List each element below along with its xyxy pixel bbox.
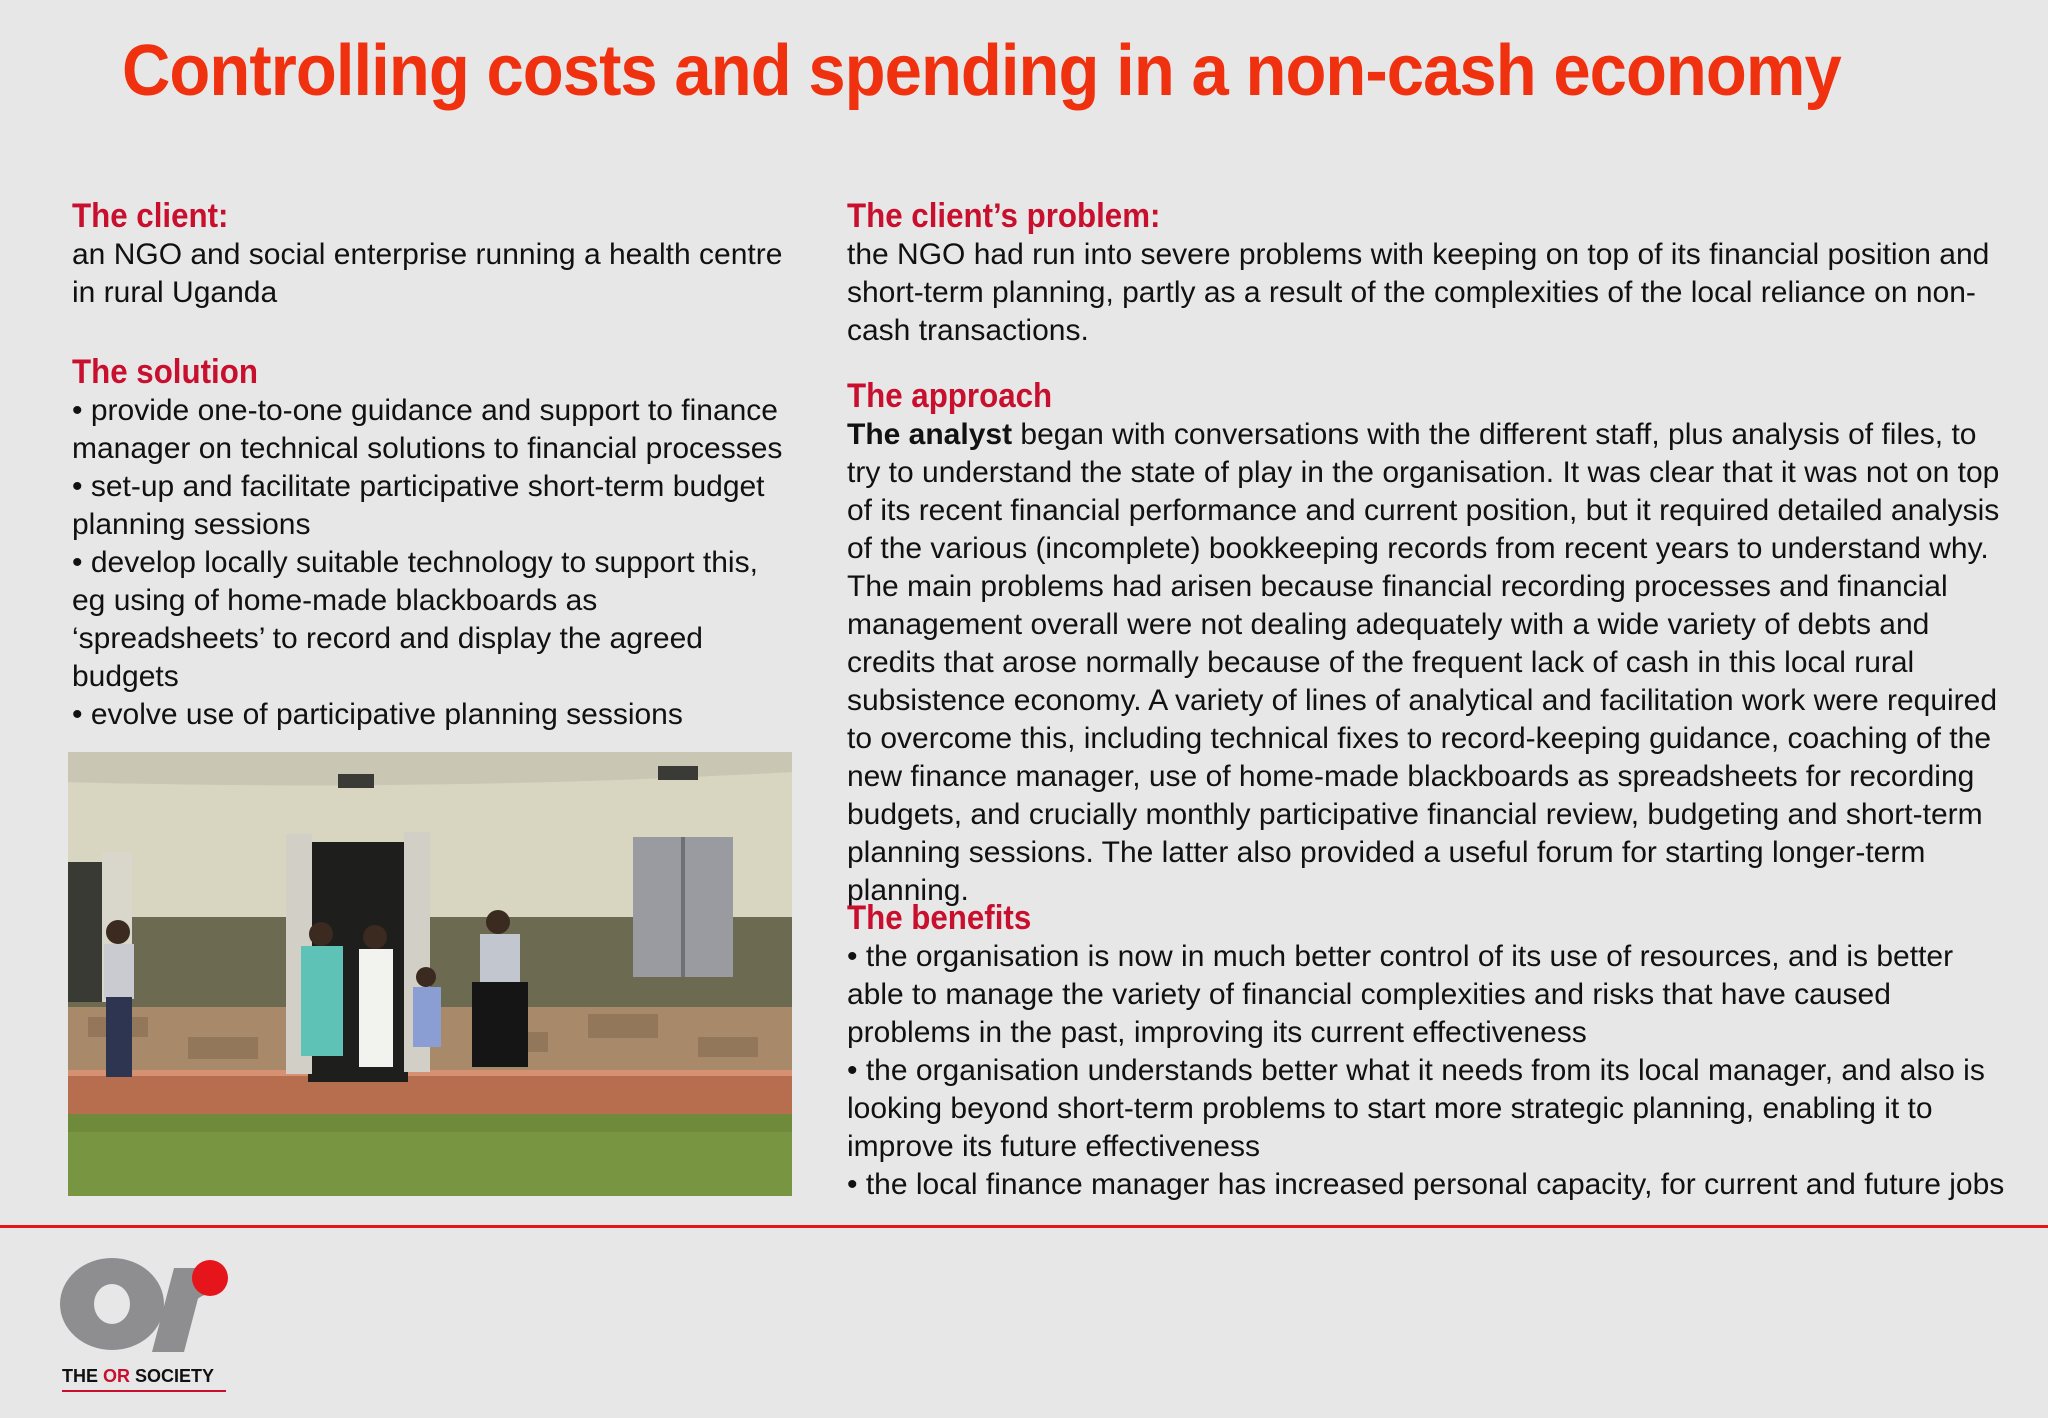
client-section [72,196,792,312]
solution-bullet: • evolve use of participative planning sessions [72,698,683,731]
health-centre-photo [68,752,792,1196]
problem-heading: The client’s problem: [847,197,1161,235]
client-text: an NGO and social enterprise running a health centre in rural Uganda [72,238,783,309]
page-title: Controlling costs and spending in a non-cash economy [122,31,1841,111]
client-heading: The client: [72,197,229,235]
logo-underline [62,1390,226,1392]
solution-bullet: • develop locally suitable technology to support this, eg using of home-made blackboards as ‘spreadsheets’ to record and display the agreed budgets [72,546,758,693]
logo-wordmark [62,1366,214,1387]
problem-section [847,196,2007,350]
approach-heading: The approach [847,377,1053,415]
approach-section [847,376,2007,910]
logo-suffix: SOCIETY [130,1366,215,1386]
approach-lead: The analyst [847,418,1013,451]
footer-divider [0,1225,2048,1228]
solution-heading: The solution [72,353,258,391]
solution-bullet: • provide one-to-one guidance and support to finance manager on technical solutions to financial processes [72,394,783,465]
solution-bullet: • set-up and facilitate participative short-term budget planning sessions [72,470,765,541]
problem-text: the NGO had run into severe problems with keeping on top of its financial position and short-term planning, partly as a result of the complexities of the local reliance on non-cash transactions. [847,238,1990,347]
benefits-bullet: • the organisation is now in much better control of its use of resources, and is better able to manage the variety of financial complexities and risks that have caused problems in the past, improving its current effectiveness [847,940,1954,1049]
benefits-bullet: • the organisation understands better what it needs from its local manager, and also is looking beyond short-term problems to start more strategic planning, enabling it to improve its future effectiveness [847,1054,1985,1163]
logo-prefix: THE [62,1366,104,1386]
benefits-section [847,898,2007,1204]
benefits-bullet: • the local finance manager has increased personal capacity, for current and future jobs [847,1168,2005,1201]
approach-text [847,416,2007,910]
logo-highlight: OR [103,1366,131,1386]
benefits-heading: The benefits [847,899,1032,937]
approach-body: began with conversations with the different staff, plus analysis of files, to try to understand the state of play in the organisation. It was clear that it was not on top of its recent financial performance and current position, but it required detailed analysis of the various (incomplete) bookkeeping records from recent years to understand why. The main problems had arisen because financial recording processes and financial management overall were not dealing adequately with a wide variety of debts and credits that arose normally because of the frequent lack of cash in this local rural subsistence economy. A variety of lines of analytical and facilitation work were required to overcome this, including technical fixes to record-keeping guidance, coaching of the new finance manager, use of home-made blackboards as spreadsheets for recording budgets, and crucially monthly participative financial review, budgeting and short-term planning sessions. The latter also provided a useful forum for starting longer-term planning. [847,418,2000,907]
